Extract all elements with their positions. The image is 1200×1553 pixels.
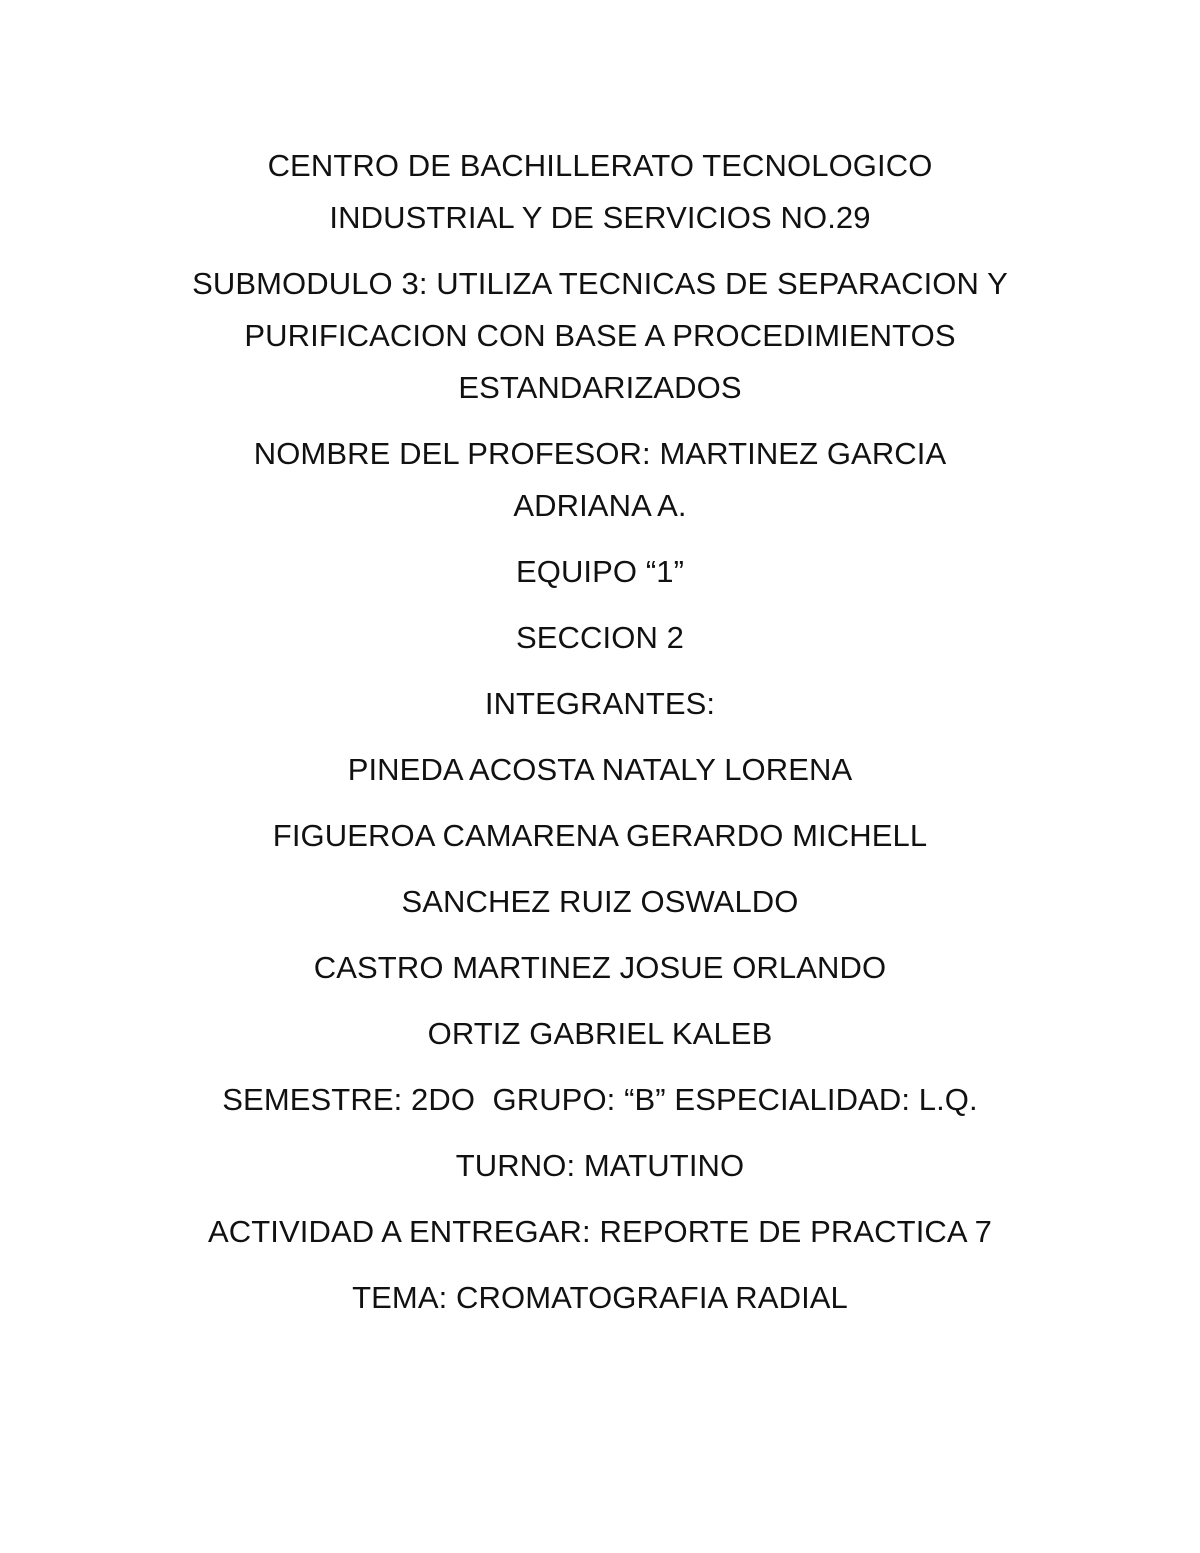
teacher-line-2: ADRIANA A.	[513, 488, 687, 523]
submodule-line-2: PURIFICACION CON BASE A PROCEDIMIENTOS	[244, 318, 956, 353]
shift-info	[160, 1140, 1040, 1192]
team-text: EQUIPO “1”	[515, 554, 685, 589]
member-name: PINEDA ACOSTA NATALY LORENA	[347, 752, 853, 787]
members-heading	[160, 678, 1040, 730]
teacher-line-1: NOMBRE DEL PROFESOR: MARTINEZ GARCIA	[253, 436, 947, 471]
submodule-title	[160, 258, 1040, 414]
topic-text: TEMA: CROMATOGRAFIA RADIAL	[352, 1280, 848, 1315]
member-name: CASTRO MARTINEZ JOSUE ORLANDO	[313, 950, 887, 985]
teacher-name	[160, 428, 1040, 532]
school-name-line-2: INDUSTRIAL Y DE SERVICIOS NO.29	[329, 200, 871, 235]
member-name: FIGUEROA CAMARENA GERARDO MICHELL	[272, 818, 928, 853]
submodule-line-1: SUBMODULO 3: UTILIZA TECNICAS DE SEPARACION Y	[192, 266, 1008, 301]
section-label	[160, 612, 1040, 664]
member-item	[160, 942, 1040, 994]
school-name	[160, 140, 1040, 244]
member-name: ORTIZ GABRIEL KALEB	[427, 1016, 773, 1051]
submodule-line-3: ESTANDARIZADOS	[458, 370, 742, 405]
shift-text: TURNO: MATUTINO	[455, 1148, 745, 1183]
school-name-line-1: CENTRO DE BACHILLERATO TECNOLOGICO	[267, 148, 933, 183]
activity-info	[160, 1206, 1040, 1258]
topic-info	[160, 1272, 1040, 1324]
members-heading-text: INTEGRANTES:	[484, 686, 716, 721]
activity-text: ACTIVIDAD A ENTREGAR: REPORTE DE PRACTICA 7	[207, 1214, 993, 1249]
semester-info	[160, 1074, 1040, 1126]
member-item	[160, 876, 1040, 928]
member-item	[160, 1008, 1040, 1060]
member-name: SANCHEZ RUIZ OSWALDO	[401, 884, 799, 919]
member-item	[160, 810, 1040, 862]
team-label	[160, 546, 1040, 598]
cover-content	[160, 140, 1040, 1338]
semester-text: SEMESTRE: 2DO GRUPO: “B” ESPECIALIDAD: L.Q.	[222, 1082, 978, 1117]
section-text: SECCION 2	[516, 620, 684, 655]
member-item	[160, 744, 1040, 796]
